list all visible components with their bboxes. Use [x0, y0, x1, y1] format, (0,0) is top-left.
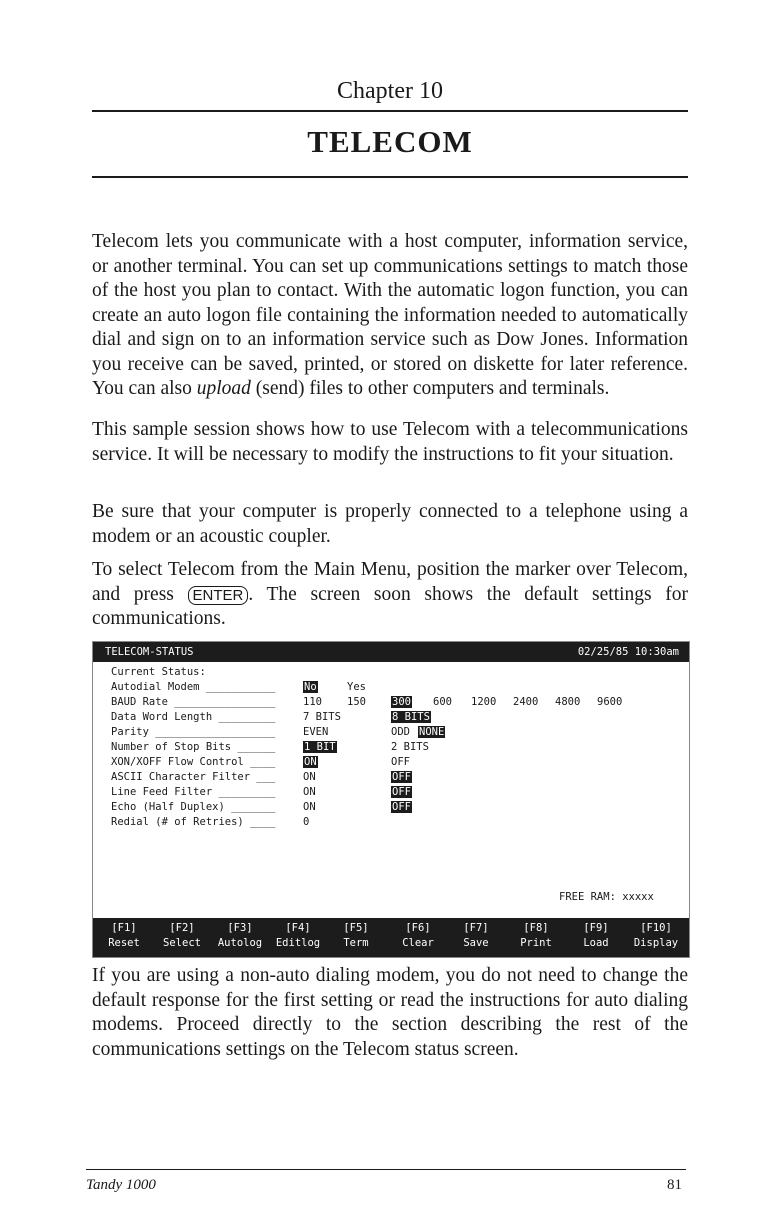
option[interactable]: ON — [303, 786, 316, 798]
option-selected[interactable]: NONE — [419, 726, 445, 738]
page-title: TELECOM — [307, 124, 473, 159]
select-text: To select Telecom from the Main Menu, position the marker over Telecom, and press — [92, 559, 688, 605]
option[interactable]: 7 BITS — [303, 711, 341, 723]
function-key-bar — [93, 918, 689, 957]
fkey-code: [F8] — [523, 922, 549, 934]
sample-session-paragraph: This sample session shows how to use Telecom with a telecommunications service. It will be necessary to modify the instructions to fit your situation. — [92, 419, 688, 465]
header-rule-bottom — [92, 176, 688, 178]
f10-display-key[interactable] — [627, 921, 685, 951]
connection-paragraph: Be sure that your computer is properly connected to a telephone using a modem or an acoustic coupler. — [92, 501, 688, 547]
option-selected[interactable]: 8 BITS — [392, 711, 430, 723]
page-number: 81 — [667, 1177, 682, 1193]
f1-reset-key[interactable] — [95, 921, 153, 951]
upload-term: upload — [196, 378, 251, 399]
option[interactable]: Yes — [347, 681, 366, 693]
fkey-label: Select — [163, 937, 201, 949]
fkey-label: Editlog — [275, 937, 321, 949]
option[interactable]: ODD — [391, 726, 410, 738]
intro-text-end: (send) files to other computers and terminals. — [255, 378, 610, 399]
setting-row-echo — [93, 801, 689, 816]
f9-load-key[interactable] — [567, 921, 625, 951]
fkey-label: Print — [520, 937, 552, 949]
header-rule-top — [92, 110, 688, 112]
fkey-code: [F7] — [463, 922, 489, 934]
f4-editlog-key[interactable] — [269, 921, 327, 951]
chapter-heading: Chapter 10 — [337, 78, 443, 104]
setting-label: Line Feed Filter _________ — [111, 786, 276, 798]
option[interactable]: ON — [303, 801, 316, 813]
option-selected[interactable]: No — [304, 681, 317, 693]
telecom-status-screen — [92, 641, 690, 958]
f6-clear-key[interactable] — [389, 921, 447, 951]
fkey-label: Clear — [402, 937, 434, 949]
footer-book-title: Tandy 1000 — [86, 1177, 156, 1193]
option-selected[interactable]: 300 — [392, 696, 411, 708]
setting-row-xon-xoff — [93, 756, 689, 771]
option[interactable]: 2400 — [513, 696, 539, 708]
setting-row-data-word — [93, 711, 689, 726]
select-telecom-paragraph — [92, 558, 688, 632]
fkey-label: Reset — [108, 937, 140, 949]
setting-label: Redial (# of Retries) ____ — [111, 816, 276, 828]
current-status-label: Current Status: — [111, 666, 206, 678]
setting-label: Number of Stop Bits ______ — [111, 741, 276, 753]
non-auto-dial-paragraph: If you are using a non-auto dialing modem, you do not need to change the default response for the first setting or read the instructions for auto dialing modems. Proceed directly to the section describing the rest of the communications settings on the Telecom status screen. — [92, 965, 688, 1060]
option[interactable]: 9600 — [597, 696, 623, 708]
fkey-label: Term — [343, 937, 369, 949]
setting-label: ASCII Character Filter ___ — [111, 771, 276, 783]
screen-datetime: 02/25/85 10:30am — [577, 646, 679, 658]
f8-print-key[interactable] — [507, 921, 565, 951]
option-selected[interactable]: OFF — [392, 786, 411, 798]
setting-label: Parity ___________________ — [111, 726, 276, 738]
fkey-code: [F9] — [583, 922, 609, 934]
fkey-code: [F2] — [169, 922, 195, 934]
fkey-label: Display — [633, 937, 679, 949]
setting-row-line-feed — [93, 786, 689, 801]
fkey-label: Autolog — [217, 937, 263, 949]
fkey-code: [F10] — [640, 922, 672, 934]
fkey-code: [F3] — [227, 922, 253, 934]
option-selected[interactable]: OFF — [392, 801, 411, 813]
fkey-code: [F4] — [285, 922, 311, 934]
option-selected[interactable]: 1 BIT — [304, 741, 336, 753]
setting-label: XON/XOFF Flow Control ____ — [111, 756, 276, 768]
setting-row-baud — [93, 696, 689, 711]
intro-paragraph — [92, 230, 688, 402]
option[interactable]: ON — [303, 771, 316, 783]
f2-select-key[interactable] — [153, 921, 211, 951]
option[interactable]: 1200 — [471, 696, 497, 708]
f3-autolog-key[interactable] — [211, 921, 269, 951]
setting-row-ascii-filter — [93, 771, 689, 786]
fkey-label: Save — [463, 937, 489, 949]
option-selected[interactable]: ON — [304, 756, 317, 768]
select-text-end: . The screen soon shows the default settings for communications. — [92, 583, 688, 629]
fkey-label: Load — [583, 937, 609, 949]
setting-label: BAUD Rate ________________ — [111, 696, 276, 708]
option[interactable]: OFF — [391, 756, 410, 768]
setting-row-redial — [93, 816, 689, 831]
fkey-code: [F6] — [405, 922, 431, 934]
setting-row-stop-bits — [93, 741, 689, 756]
screen-title: TELECOM-STATUS — [105, 646, 194, 658]
f5-term-key[interactable] — [327, 921, 385, 951]
setting-row-parity — [93, 726, 689, 741]
option[interactable]: 600 — [433, 696, 452, 708]
setting-row-autodial — [93, 681, 689, 696]
free-ram-readout: FREE RAM: xxxxx — [559, 891, 654, 903]
footer-rule — [86, 1169, 686, 1170]
fkey-code: [F5] — [343, 922, 369, 934]
intro-text: Telecom lets you communicate with a host computer, information service, or another terminal. You can set up communications settings to match those of the host you plan to contact. With the automatic logon function, you can create an auto logon file containing the information needed to automatically dial and sign on to an information service such as Dow Jones. Information you receive can be saved, printed, or stored on diskette for later reference. You can also — [92, 231, 688, 399]
enter-key-glyph: ENTER — [188, 586, 249, 605]
setting-label: Autodial Modem ___________ — [111, 681, 276, 693]
redial-value[interactable]: 0 — [303, 816, 310, 828]
f7-save-key[interactable] — [447, 921, 505, 951]
option[interactable]: 110 — [303, 696, 322, 708]
option[interactable]: 150 — [347, 696, 366, 708]
setting-label: Data Word Length _________ — [111, 711, 276, 723]
screen-status-bar — [93, 642, 689, 662]
option[interactable]: 4800 — [555, 696, 581, 708]
setting-label: Echo (Half Duplex) _______ — [111, 801, 276, 813]
option-selected[interactable]: OFF — [392, 771, 411, 783]
option[interactable]: EVEN — [303, 726, 329, 738]
fkey-code: [F1] — [111, 922, 137, 934]
option[interactable]: 2 BITS — [391, 741, 429, 753]
